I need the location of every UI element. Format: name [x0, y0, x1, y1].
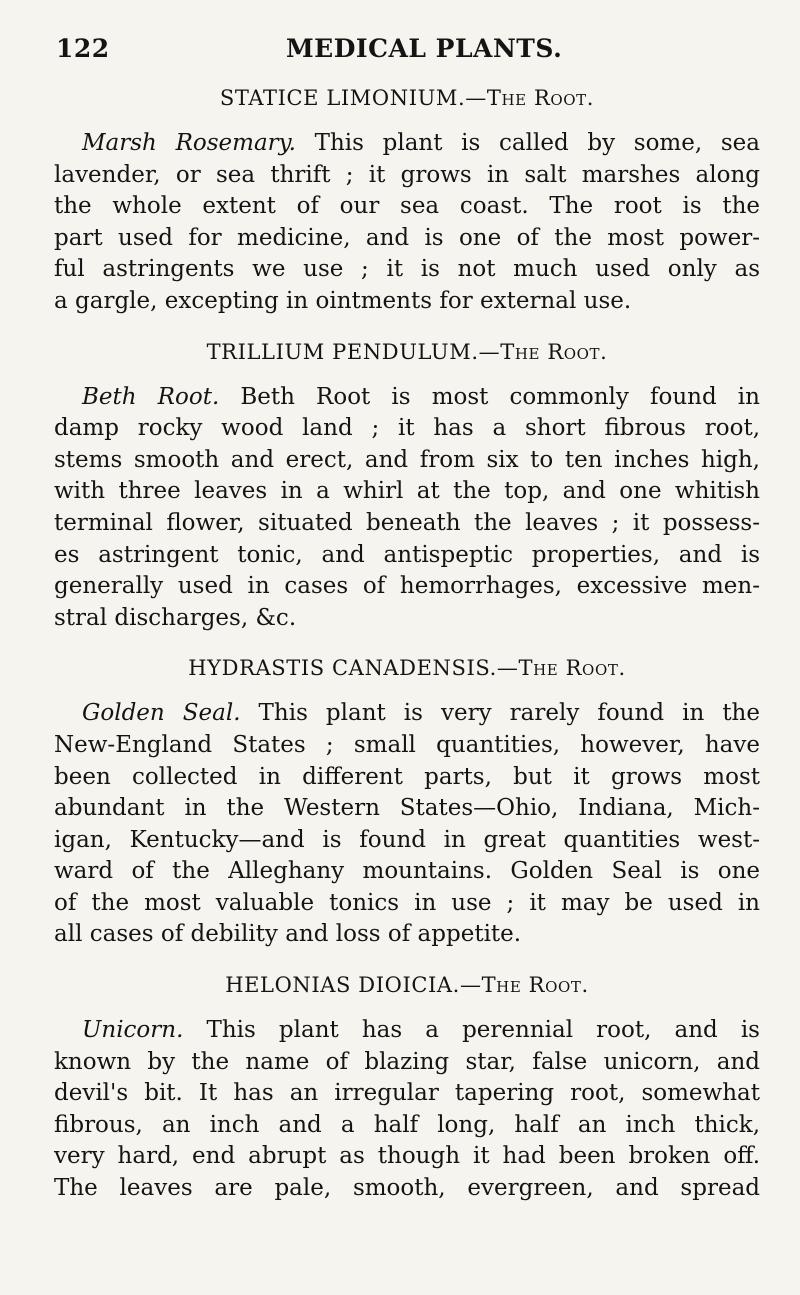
text-line: Unicorn. This plant has a perennial root, and is: [82, 1017, 760, 1044]
section-helonias-dioicia: [54, 973, 760, 1205]
section-paragraph: [54, 382, 760, 635]
text-line: terminal flower, situated beneath the leaves ; it possess-: [54, 509, 760, 536]
text-line: generally used in cases of hemorrhages, excessive men-: [54, 573, 760, 600]
common-name: Golden Seal.: [82, 700, 241, 727]
section-trillium-pendulum: [54, 340, 760, 635]
text-line: been collected in different parts, but it grows most: [54, 763, 760, 790]
text-line: ward of the Alleghany mountains. Golden Seal is one: [54, 858, 760, 885]
text-line: lavender, or sea thrift ; it grows in salt marshes along: [54, 161, 760, 188]
plant-part: —The Root.: [459, 973, 589, 998]
text-line: the whole extent of our sea coast. The root is the: [54, 193, 760, 220]
text-line: The leaves are pale, smooth, evergreen, and spread: [54, 1175, 760, 1202]
text-line: of the most valuable tonics in use ; it may be used in: [54, 889, 760, 916]
plant-name: HYDRASTIS CANADENSIS.: [188, 656, 497, 681]
section-statice-limonium: [54, 86, 760, 318]
section-heading: [54, 656, 760, 680]
text-line: very hard, end abrupt as though it had been broken off.: [54, 1143, 760, 1170]
text-line: stral discharges, &c.: [54, 604, 297, 631]
text-line: known by the name of blazing star, false unicorn, and: [54, 1048, 760, 1075]
section-paragraph: [54, 128, 760, 318]
text-line: stems smooth and erect, and from six to ten inches high,: [54, 446, 760, 473]
plant-part: —The Root.: [478, 339, 608, 364]
page-number: 122: [56, 34, 110, 63]
text-line: ful astringents we use ; it is not much used only as: [54, 256, 760, 283]
common-name: Beth Root.: [82, 383, 220, 410]
text-line: Golden Seal. This plant is very rarely found in the: [82, 700, 760, 727]
section-heading: [54, 973, 760, 997]
text-line: fibrous, an inch and a half long, half an inch thick,: [54, 1111, 760, 1138]
text-line: part used for medicine, and is one of the most power-: [54, 224, 760, 251]
plant-part: —The Root.: [496, 656, 626, 681]
text-line: damp rocky wood land ; it has a short fibrous root,: [54, 415, 760, 442]
section-heading: [54, 340, 760, 364]
text-line: Marsh Rosemary. This plant is called by some, sea: [82, 130, 760, 156]
text-line: with three leaves in a whirl at the top, and one whitish: [54, 478, 760, 505]
section-heading: [54, 86, 760, 110]
plant-name: STATICE LIMONIUM.: [219, 86, 466, 110]
text-line: a gargle, excepting in ointments for external use.: [54, 287, 632, 314]
common-name: Marsh Rosemary.: [82, 130, 296, 156]
section-paragraph: [54, 698, 760, 951]
text-line: all cases of debility and loss of appetite.: [54, 921, 522, 948]
text-line: New-England States ; small quantities, however, have: [54, 731, 760, 758]
text-line: es astringent tonic, and antispeptic properties, and is: [54, 541, 760, 568]
text-line: Beth Root. Beth Root is most commonly found in: [82, 383, 760, 410]
section-hydrastis-canadensis: [54, 656, 760, 951]
text-line: abundant in the Western States—Ohio, Indiana, Mich-: [54, 795, 760, 822]
running-title: MEDICAL PLANTS.: [286, 34, 563, 63]
plant-name: HELONIAS DIOICIA.: [225, 973, 460, 998]
plant-part: —The Root.: [465, 86, 595, 110]
plant-name: TRILLIUM PENDULUM.: [206, 339, 479, 364]
running-head: [54, 28, 760, 74]
common-name: Unicorn.: [82, 1017, 184, 1044]
text-line: igan, Kentucky—and is found in great quantities west-: [54, 826, 760, 853]
text-line: devil's bit. It has an irregular tapering root, somewhat: [54, 1080, 760, 1107]
section-paragraph: [54, 1015, 760, 1205]
